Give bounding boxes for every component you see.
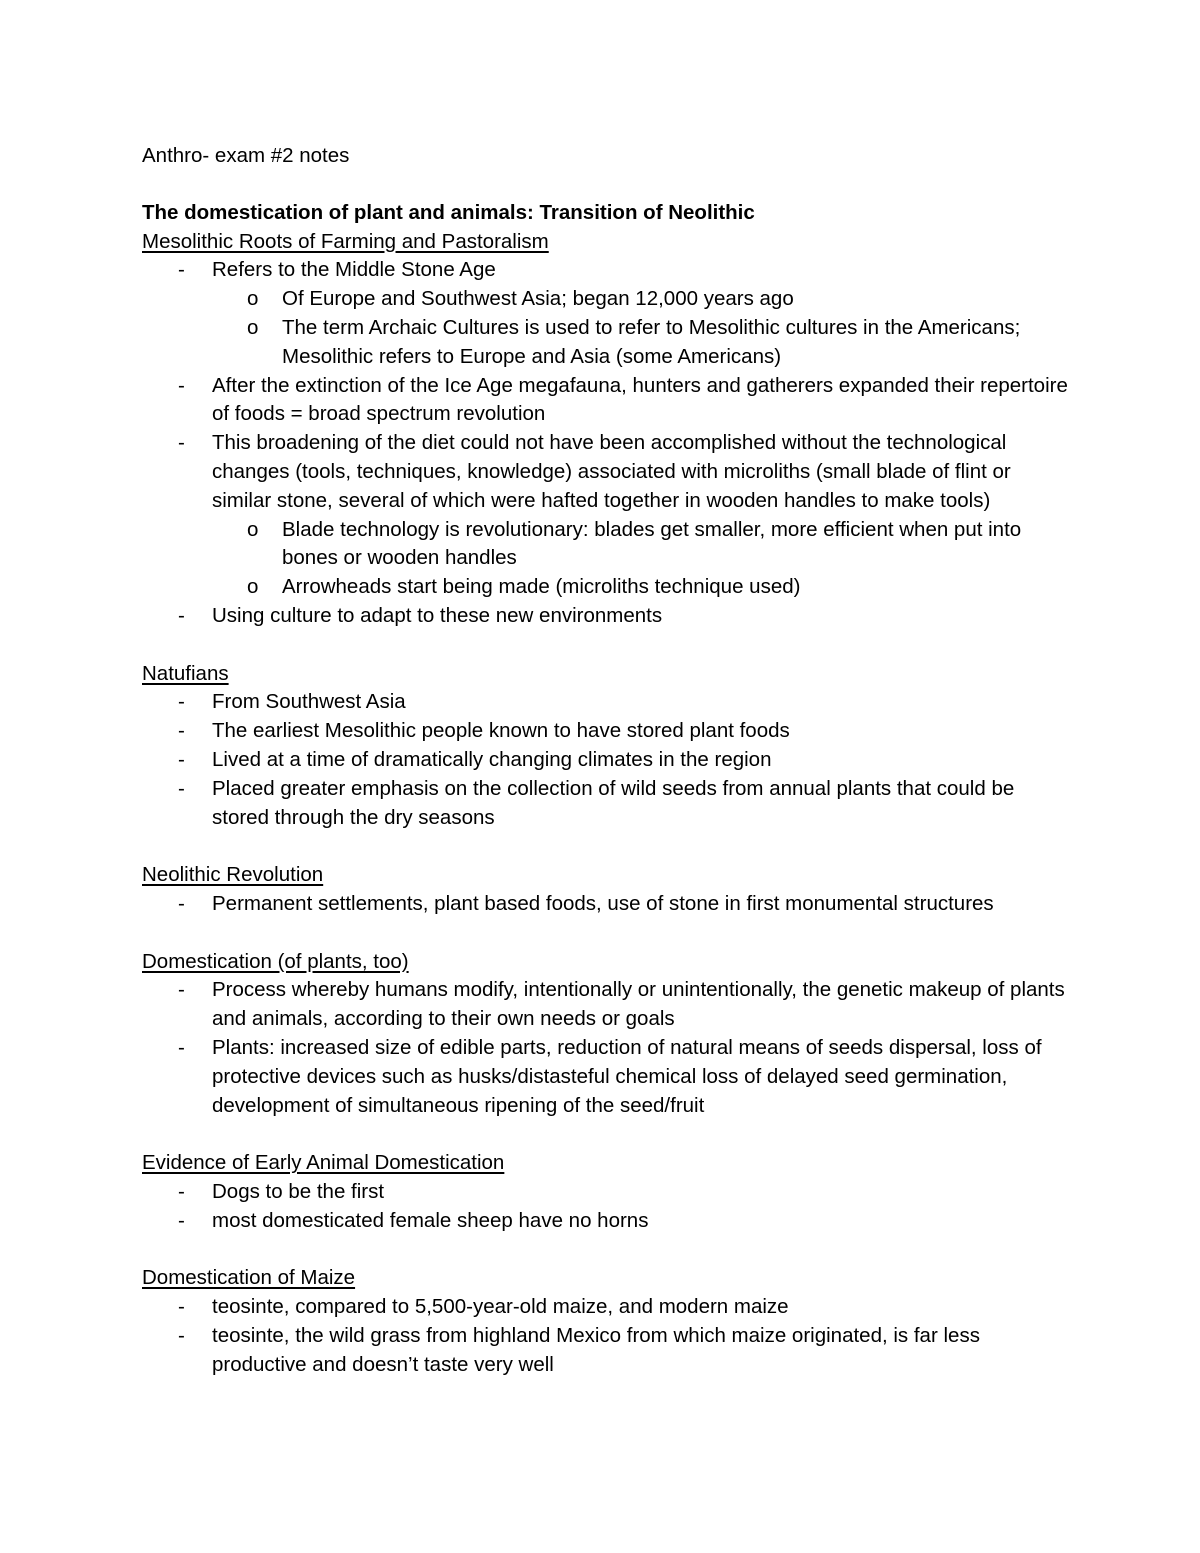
list-item — [142, 1178, 1072, 1207]
document-title: Anthro- exam #2 notes — [142, 144, 350, 167]
list-item — [142, 372, 1072, 430]
list-item-text: Refers to the Middle Stone Age — [212, 258, 496, 282]
dash-bullet-icon: - — [178, 1323, 185, 1347]
list-item-text: Lived at a time of dramatically changing climates in the region — [212, 747, 772, 771]
sub-list-item — [212, 573, 1072, 602]
list-item-text: The earliest Mesolithic people known to have stored plant foods — [212, 719, 790, 743]
dash-bullet-icon: - — [178, 776, 185, 800]
notes-section — [142, 948, 1072, 1121]
dash-bullet-icon: - — [178, 719, 185, 743]
list-item-text: This broadening of the diet could not have been accomplished without the technological changes (tools, techniques, knowledge) associated with microliths (small blade of flint or similar stone, several of which were hafted together in wooden handles to make tools) — [212, 431, 1011, 512]
dash-bullet-icon: - — [178, 603, 185, 627]
document-page — [142, 142, 1072, 1379]
section-heading: Evidence of Early Animal Domestication — [142, 1151, 505, 1175]
sub-bullet-list — [212, 285, 1072, 371]
sub-list-item — [212, 516, 1072, 574]
bullet-list — [142, 1293, 1072, 1379]
bullet-list — [142, 1178, 1072, 1236]
list-item — [142, 775, 1072, 833]
bullet-list — [142, 976, 1072, 1120]
dash-bullet-icon: - — [178, 431, 185, 455]
dash-bullet-icon: - — [178, 258, 185, 282]
bullet-list — [142, 890, 1072, 919]
notes-section — [142, 228, 1072, 631]
dash-bullet-icon: - — [178, 1295, 185, 1319]
notes-section — [142, 861, 1072, 919]
list-item — [142, 1034, 1072, 1120]
sub-list-item — [212, 314, 1072, 372]
list-item — [142, 890, 1072, 919]
notes-section — [142, 1264, 1072, 1379]
sub-bullet-list — [212, 516, 1072, 602]
list-item-text: Permanent settlements, plant based foods, use of stone in first monumental structures — [212, 891, 994, 915]
section-heading: Mesolithic Roots of Farming and Pastoralism — [142, 229, 549, 253]
notes-section — [142, 1149, 1072, 1235]
bullet-list — [142, 256, 1072, 630]
circle-bullet-icon: o — [247, 287, 259, 311]
dash-bullet-icon: - — [178, 690, 185, 714]
section-heading: Neolithic Revolution — [142, 863, 324, 887]
list-item — [142, 1293, 1072, 1322]
list-item-text: Placed greater emphasis on the collection of wild seeds from annual plants that could be stored through the dry seasons — [212, 776, 1015, 829]
sub-list-item-text: Blade technology is revolutionary: blades get smaller, more efficient when put into bones or wooden handles — [282, 517, 1022, 570]
section-heading: Domestication of Maize — [142, 1266, 356, 1290]
list-item — [142, 746, 1072, 775]
list-item — [142, 429, 1072, 602]
dash-bullet-icon: - — [178, 747, 185, 771]
dash-bullet-icon: - — [178, 891, 185, 915]
circle-bullet-icon: o — [247, 517, 259, 541]
sub-list-item-text: Of Europe and Southwest Asia; began 12,000 years ago — [282, 287, 794, 311]
list-item — [142, 717, 1072, 746]
list-item-text: Process whereby humans modify, intentionally or unintentionally, the genetic makeup of plants and animals, according to their own needs or goals — [212, 978, 1065, 1031]
dash-bullet-icon: - — [178, 1208, 185, 1232]
bullet-list — [142, 688, 1072, 832]
sub-list-item-text: Arrowheads start being made (microliths technique used) — [282, 575, 801, 599]
list-item-text: teosinte, compared to 5,500-year-old maize, and modern maize — [212, 1295, 789, 1319]
list-item-text: teosinte, the wild grass from highland Mexico from which maize originated, is far less productive and doesn’t taste very well — [212, 1323, 980, 1376]
section-heading: Natufians — [142, 661, 229, 685]
list-item — [142, 688, 1072, 717]
list-item-text: Dogs to be the first — [212, 1179, 385, 1203]
circle-bullet-icon: o — [247, 575, 259, 599]
dash-bullet-icon: - — [178, 1179, 185, 1203]
list-item — [142, 602, 1072, 631]
dash-bullet-icon: - — [178, 978, 185, 1002]
notes-section — [142, 660, 1072, 833]
section-heading: Domestication (of plants, too) — [142, 949, 409, 973]
sub-list-item-text: The term Archaic Cultures is used to refer to Mesolithic cultures in the Americans; Mesolithic refers to Europe and Asia (some Americans) — [282, 315, 1021, 368]
list-item — [142, 1322, 1072, 1380]
sub-list-item — [212, 285, 1072, 314]
document-heading: The domestication of plant and animals: Transition of Neolithic — [142, 200, 755, 224]
dash-bullet-icon: - — [178, 1035, 185, 1059]
list-item-text: most domesticated female sheep have no horns — [212, 1208, 649, 1232]
list-item-text: Using culture to adapt to these new environments — [212, 603, 663, 627]
list-item — [142, 976, 1072, 1034]
sections-container — [142, 228, 1072, 1380]
list-item — [142, 256, 1072, 371]
list-item-text: Plants: increased size of edible parts, reduction of natural means of seeds dispersal, loss of protective devices such as husks/distasteful chemical loss of delayed seed germination, development of simultaneous ripening of the seed/fruit — [212, 1035, 1042, 1117]
circle-bullet-icon: o — [247, 315, 259, 339]
dash-bullet-icon: - — [178, 373, 185, 397]
list-item — [142, 1207, 1072, 1236]
list-item-text: After the extinction of the Ice Age megafauna, hunters and gatherers expanded their repertoire of foods = broad spectrum revolution — [212, 373, 1068, 426]
list-item-text: From Southwest Asia — [212, 690, 406, 714]
